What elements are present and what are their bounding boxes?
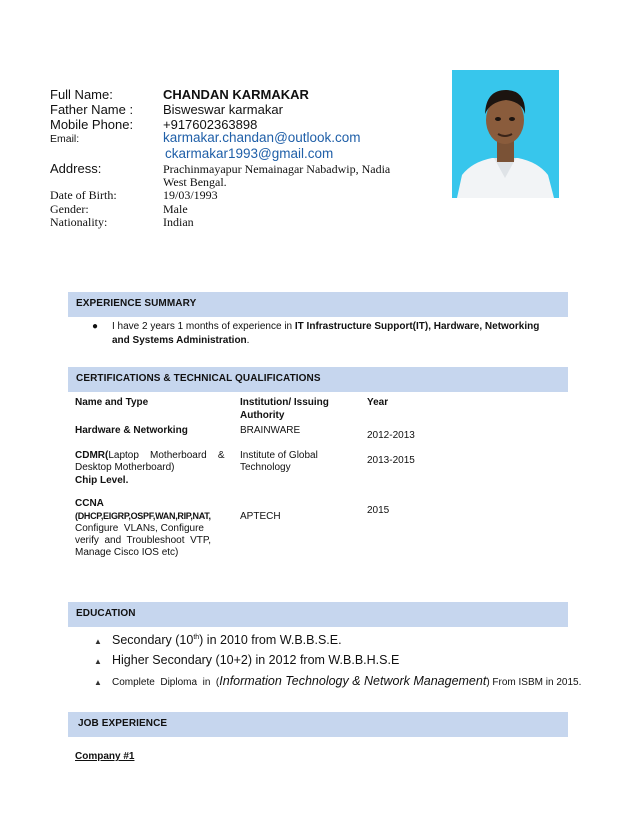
full-name: CHANDAN KARMAKAR bbox=[163, 87, 309, 102]
arrow-bullet-icon: ▲ bbox=[94, 657, 102, 666]
experience-period: . bbox=[246, 335, 250, 346]
company-heading: Company #1 bbox=[75, 751, 135, 762]
cert-name-2-line-2: Desktop Motherboard) bbox=[75, 462, 175, 473]
father-name-label: Father Name : bbox=[50, 102, 134, 117]
email-link-2[interactable]: ckarmakar1993@gmail.com bbox=[165, 146, 334, 161]
cert-institution-1: BRAINWARE bbox=[240, 425, 301, 436]
mobile-label: Mobile Phone: bbox=[50, 117, 134, 132]
profile-photo bbox=[452, 70, 559, 198]
mobile-number: +917602363898 bbox=[163, 117, 258, 132]
cert-name-3-line-2: (DHCP,EIGRP,OSPF,WAN,RIP,NAT, bbox=[75, 511, 211, 521]
father-name: Bisweswar karmakar bbox=[163, 102, 283, 117]
cert-name-3: CCNA bbox=[75, 498, 104, 509]
education-item-1 bbox=[112, 633, 342, 647]
cert-name-2 bbox=[75, 450, 230, 461]
dob-label: Date of Birth: bbox=[50, 188, 117, 202]
col-header-name: Name and Type bbox=[75, 397, 149, 408]
job-experience-title: JOB EXPERIENCE bbox=[78, 718, 168, 729]
experience-text: I have 2 years 1 months of experience in bbox=[112, 321, 295, 332]
cert-institution-2: Institute of Global bbox=[240, 450, 318, 461]
cert-name-2-rest: Laptop Motherboard & bbox=[108, 450, 225, 461]
experience-domains-continued: and Systems Administration bbox=[112, 335, 247, 346]
education-item-3-rest: ) From ISBM in 2015. bbox=[486, 677, 582, 688]
cert-institution-3: APTECH bbox=[240, 511, 281, 522]
education-item-2: Higher Secondary (10+2) in 2012 from W.B.B.H.S.E bbox=[112, 653, 400, 667]
cert-name-2-line-3: Chip Level. bbox=[75, 475, 129, 486]
education-item-1-rest: ) in 2010 from W.B.B.S.E. bbox=[199, 633, 342, 647]
person-silhouette-icon bbox=[452, 70, 559, 198]
nationality-value: Indian bbox=[163, 215, 194, 229]
email-link-1[interactable]: karmakar.chandan@outlook.com bbox=[163, 130, 361, 145]
nationality-label: Nationality: bbox=[50, 215, 108, 229]
experience-domains: IT Infrastructure Support(IT), Hardware, Networking bbox=[294, 321, 540, 332]
education-item-3-text: Complete Diploma in ( bbox=[112, 677, 220, 688]
education-item-3 bbox=[112, 674, 581, 688]
cert-name-3-line-4: verify and Troubleshoot VTP, bbox=[75, 535, 212, 546]
bullet-icon: ● bbox=[92, 321, 99, 332]
experience-summary-line-1 bbox=[112, 321, 572, 332]
cert-institution-2-line-2: Technology bbox=[240, 462, 291, 473]
arrow-bullet-icon: ▲ bbox=[94, 637, 102, 646]
education-item-1-text: Secondary (10 bbox=[112, 633, 194, 647]
gender-value: Male bbox=[163, 202, 188, 216]
cert-name-2-prefix: CDMR( bbox=[75, 450, 109, 461]
email-label: Email: bbox=[50, 133, 80, 145]
cert-name-3-line-5: Manage Cisco IOS etc) bbox=[75, 547, 179, 558]
certifications-title: CERTIFICATIONS & TECHNICAL QUALIFICATIONS bbox=[76, 373, 321, 384]
arrow-bullet-icon: ▲ bbox=[94, 678, 102, 687]
certifications-header bbox=[68, 367, 568, 392]
experience-summary-title: EXPERIENCE SUMMARY bbox=[76, 298, 197, 309]
col-header-year: Year bbox=[367, 397, 389, 408]
col-header-institution: Institution/ Issuing bbox=[240, 397, 329, 408]
cert-name-1: Hardware & Networking bbox=[75, 425, 188, 436]
full-name-label: Full Name: bbox=[50, 87, 113, 102]
dob-value: 19/03/1993 bbox=[163, 188, 218, 202]
address-line-2: West Bengal. bbox=[163, 175, 227, 189]
address-line-1: Prachinmayapur Nemainagar Nabadwip, Nadia bbox=[163, 162, 391, 176]
education-title: EDUCATION bbox=[76, 608, 136, 619]
cert-year-3: 2015 bbox=[367, 505, 390, 516]
cert-year-1: 2012-2013 bbox=[367, 430, 415, 441]
experience-summary-header bbox=[68, 292, 568, 317]
address-label: Address: bbox=[50, 161, 102, 176]
experience-summary-line-2 bbox=[112, 335, 249, 346]
col-header-institution-2: Authority bbox=[240, 410, 285, 421]
cert-year-2: 2013-2015 bbox=[367, 455, 415, 466]
job-experience-header bbox=[68, 712, 568, 737]
cert-name-3-line-3: Configure VLANs, Configure bbox=[75, 523, 204, 534]
education-item-1-sup: th bbox=[193, 633, 200, 641]
education-header bbox=[68, 602, 568, 627]
gender-label: Gender: bbox=[50, 202, 89, 216]
education-item-3-course: Information Technology & Network Management bbox=[219, 674, 487, 688]
